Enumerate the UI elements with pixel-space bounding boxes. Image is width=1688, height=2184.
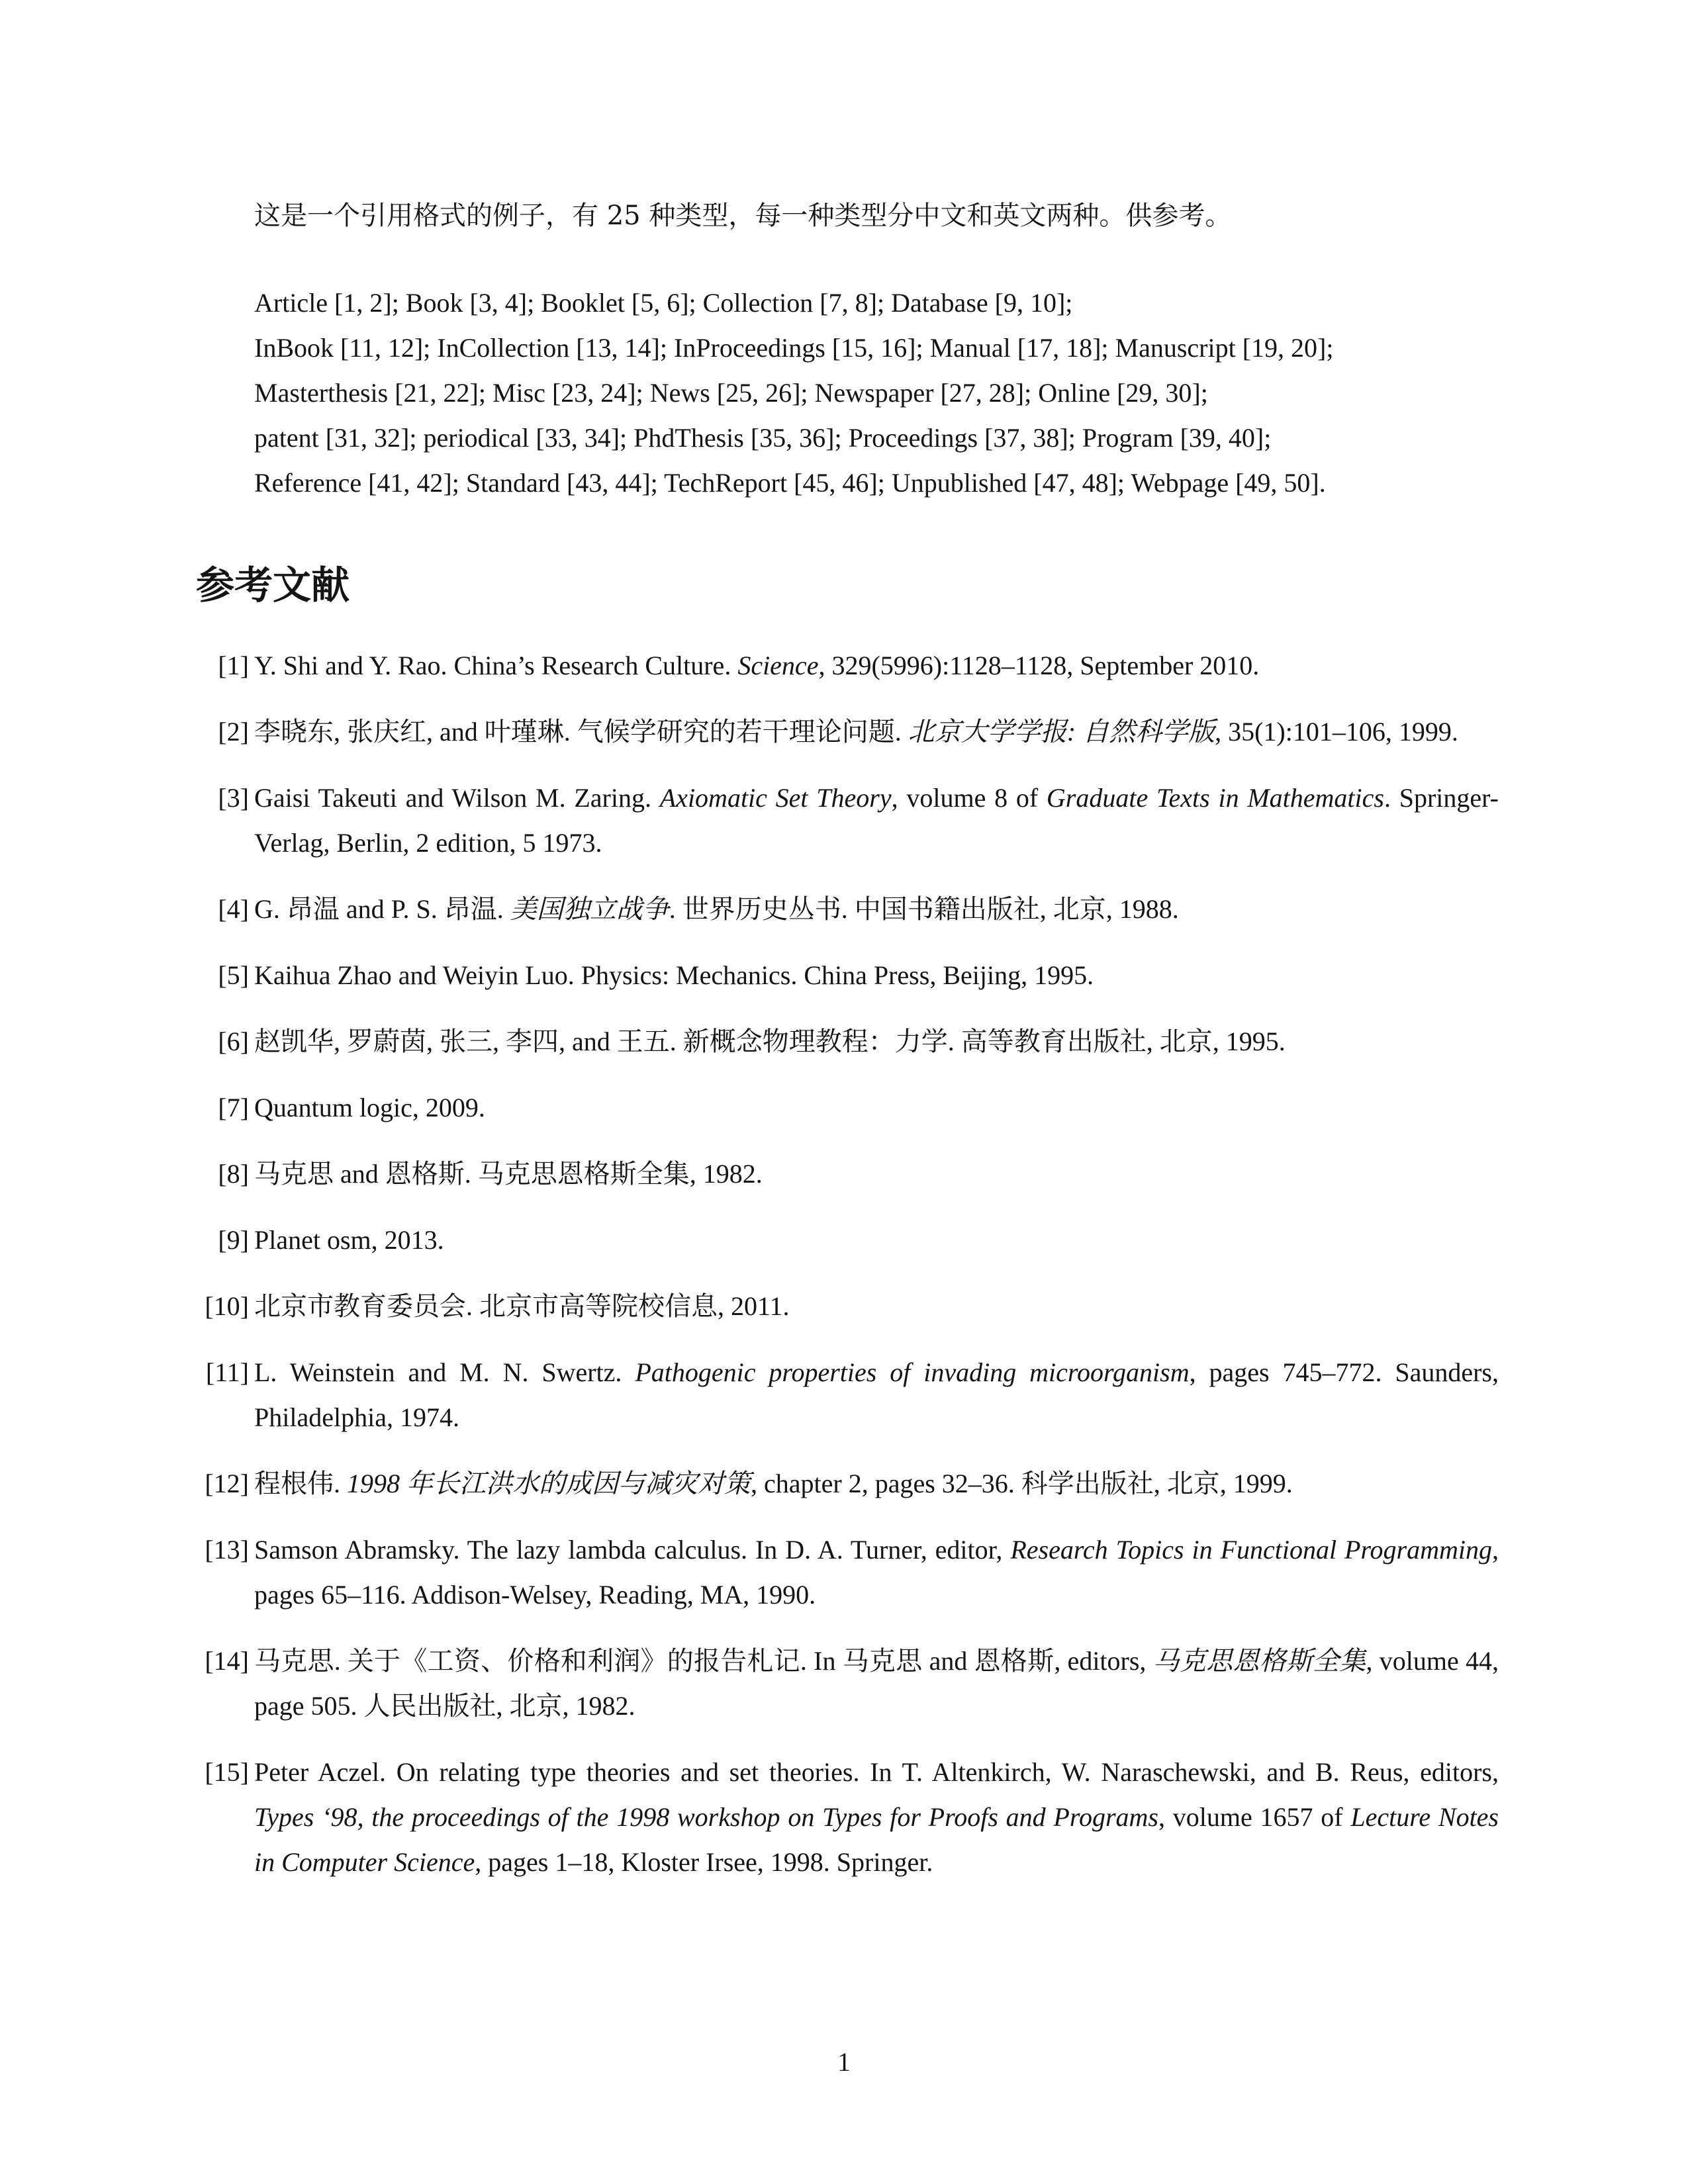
citation-types-paragraph [254, 281, 1499, 506]
reference-number: [2] [218, 717, 249, 747]
reference-number: [8] [218, 1159, 249, 1189]
reference-text [254, 1639, 1499, 1729]
reference-segment: 李晓东, 张庆红, and 叶瑾琳. 气候学研究的若干理论问题. [254, 717, 908, 747]
reference-number: [15] [205, 1757, 249, 1787]
reference-number: [3] [218, 783, 249, 813]
reference-number: [14] [205, 1646, 249, 1676]
reference-text [254, 643, 1499, 688]
reference-italic-segment: 美国独立战争 [510, 894, 669, 924]
reference-entry [0, 1085, 1688, 1130]
reference-number: [11] [205, 1357, 249, 1387]
reference-entry [0, 1750, 1688, 1885]
reference-segment: 马克思 and 恩格斯. 马克思恩格斯全集, 1982. [254, 1159, 763, 1189]
reference-italic-segment: Types ‘98, the proceedings of the 1998 workshop on Types for Proofs and Programs [254, 1802, 1158, 1832]
reference-entry [0, 1527, 1688, 1617]
reference-text [254, 1350, 1499, 1440]
citation-types-line: Reference [41, 42]; Standard [43, 44]; TechReport [45, 46]; Unpublished [47, 48]; Webpage [49, 50]. [254, 468, 1326, 498]
reference-text [254, 1750, 1499, 1885]
reference-text [254, 1085, 1499, 1130]
citation-types-line: Masterthesis [21, 22]; Misc [23, 24]; News [25, 26]; Newspaper [27, 28]; Online [29, 30]; [254, 378, 1208, 408]
reference-text [254, 1461, 1499, 1506]
reference-segment: , 329(5996):1128–1128, September 2010. [818, 651, 1260, 680]
reference-text [254, 953, 1499, 998]
reference-entry [0, 887, 1688, 932]
reference-segment: . 世界历史丛书. 中国书籍出版社, 北京, 1988. [669, 894, 1179, 924]
reference-number: [6] [218, 1026, 249, 1056]
reference-number: [5] [218, 960, 249, 990]
reference-segment: L. Weinstein and M. N. Swertz. [254, 1357, 635, 1387]
reference-number: [9] [218, 1225, 249, 1255]
reference-segment: , pages 65–116. Addison-Welsey, Reading, MA, 1990. [254, 1535, 1499, 1610]
reference-italic-segment: Lecture Notes in Computer Science [254, 1802, 1499, 1877]
reference-text [254, 1527, 1499, 1617]
reference-segment: , volume 44, page 505. 人民出版社, 北京, 1982. [254, 1646, 1499, 1721]
reference-segment: , chapter 2, pages 32–36. 科学出版社, 北京, 1999. [751, 1469, 1293, 1498]
reference-text [254, 709, 1499, 754]
references-heading: 参考文献 [196, 563, 350, 608]
reference-entry [0, 776, 1688, 866]
reference-italic-segment: Research Topics in Functional Programming [1010, 1535, 1492, 1565]
reference-text [254, 1218, 1499, 1263]
reference-text [254, 1284, 1499, 1329]
reference-segment: 北京市教育委员会. 北京市高等院校信息, 2011. [254, 1291, 790, 1321]
reference-number: [10] [205, 1291, 249, 1321]
reference-number: [1] [218, 651, 249, 680]
reference-entry [0, 953, 1688, 998]
reference-italic-segment: 1998 年长江洪水的成因与减灾对策 [347, 1469, 751, 1498]
reference-text [254, 1019, 1499, 1064]
reference-segment: G. 昂温 and P. S. 昂温. [254, 894, 510, 924]
reference-number: [4] [218, 894, 249, 924]
reference-entry [0, 1218, 1688, 1263]
reference-entry [0, 643, 1688, 688]
reference-italic-segment: Graduate Texts in Mathematics [1046, 783, 1384, 813]
reference-segment: , 35(1):101–106, 1999. [1215, 717, 1458, 747]
reference-segment: , volume 8 of [891, 783, 1047, 813]
reference-italic-segment: Science [737, 651, 819, 680]
intro-paragraph: 这是一个引用格式的例子，有 25 种类型，每一种类型分中文和英文两种。供参考。 [254, 201, 1232, 231]
reference-segment: Quantum logic, 2009. [254, 1093, 485, 1122]
reference-segment: 赵凯华, 罗蔚茵, 张三, 李四, and 王五. 新概念物理教程：力学. 高等教育出版社, 北京, 1995. [254, 1026, 1286, 1056]
citation-types-line: InBook [11, 12]; InCollection [13, 14]; InProceedings [15, 16]; Manual [17, 18]; Manuscript [19, 20]; [254, 333, 1334, 363]
reference-segment: Gaisi Takeuti and Wilson M. Zaring. [254, 783, 660, 813]
reference-segment: Kaihua Zhao and Weiyin Luo. Physics: Mechanics. China Press, Beijing, 1995. [254, 960, 1094, 990]
reference-number: [13] [205, 1535, 249, 1565]
reference-segment: 程根伟. [254, 1469, 347, 1498]
reference-entry [0, 1284, 1688, 1329]
reference-segment: . Springer-Verlag, Berlin, 2 edition, 5 1973. [254, 783, 1499, 858]
reference-entry [0, 1639, 1688, 1729]
reference-segment: Samson Abramsky. The lazy lambda calculus. In D. A. Turner, editor, [254, 1535, 1011, 1565]
reference-text [254, 887, 1499, 932]
page-number: 1 [837, 2047, 851, 2077]
citation-types-line: Article [1, 2]; Book [3, 4]; Booklet [5, 6]; Collection [7, 8]; Database [9, 10]; [254, 288, 1073, 318]
reference-segment: , pages 1–18, Kloster Irsee, 1998. Springer. [475, 1847, 933, 1877]
reference-segment: Peter Aczel. On relating type theories and set theories. In T. Altenkirch, W. Naraschewski, and B. Reus, editors, [254, 1757, 1499, 1787]
reference-italic-segment: Axiomatic Set Theory [659, 783, 892, 813]
reference-entry [0, 1350, 1688, 1440]
citation-types-line: patent [31, 32]; periodical [33, 34]; PhdThesis [35, 36]; Proceedings [37, 38]; Program [39, 40]; [254, 423, 1272, 453]
reference-segment: , volume 1657 of [1158, 1802, 1351, 1832]
reference-entry [0, 1019, 1688, 1064]
reference-italic-segment: Pathogenic properties of invading microorganism [635, 1357, 1190, 1387]
reference-entry [0, 1461, 1688, 1506]
reference-segment: , pages 745–772. Saunders, Philadelphia, 1974. [254, 1357, 1499, 1432]
reference-segment: 马克思. 关于《工资、价格和利润》的报告札记. In 马克思 and 恩格斯, editors, [254, 1646, 1153, 1676]
reference-entry [0, 709, 1688, 754]
reference-number: [7] [218, 1093, 249, 1122]
reference-text [254, 1152, 1499, 1197]
reference-number: [12] [205, 1469, 249, 1498]
reference-italic-segment: 北京大学学报: 自然科学版 [908, 717, 1215, 747]
reference-list [0, 643, 1688, 1906]
reference-italic-segment: 马克思恩格斯全集 [1152, 1646, 1366, 1676]
reference-text [254, 776, 1499, 866]
reference-segment: Planet osm, 2013. [254, 1225, 444, 1255]
reference-segment: Y. Shi and Y. Rao. China’s Research Culture. [254, 651, 738, 680]
reference-entry [0, 1152, 1688, 1197]
